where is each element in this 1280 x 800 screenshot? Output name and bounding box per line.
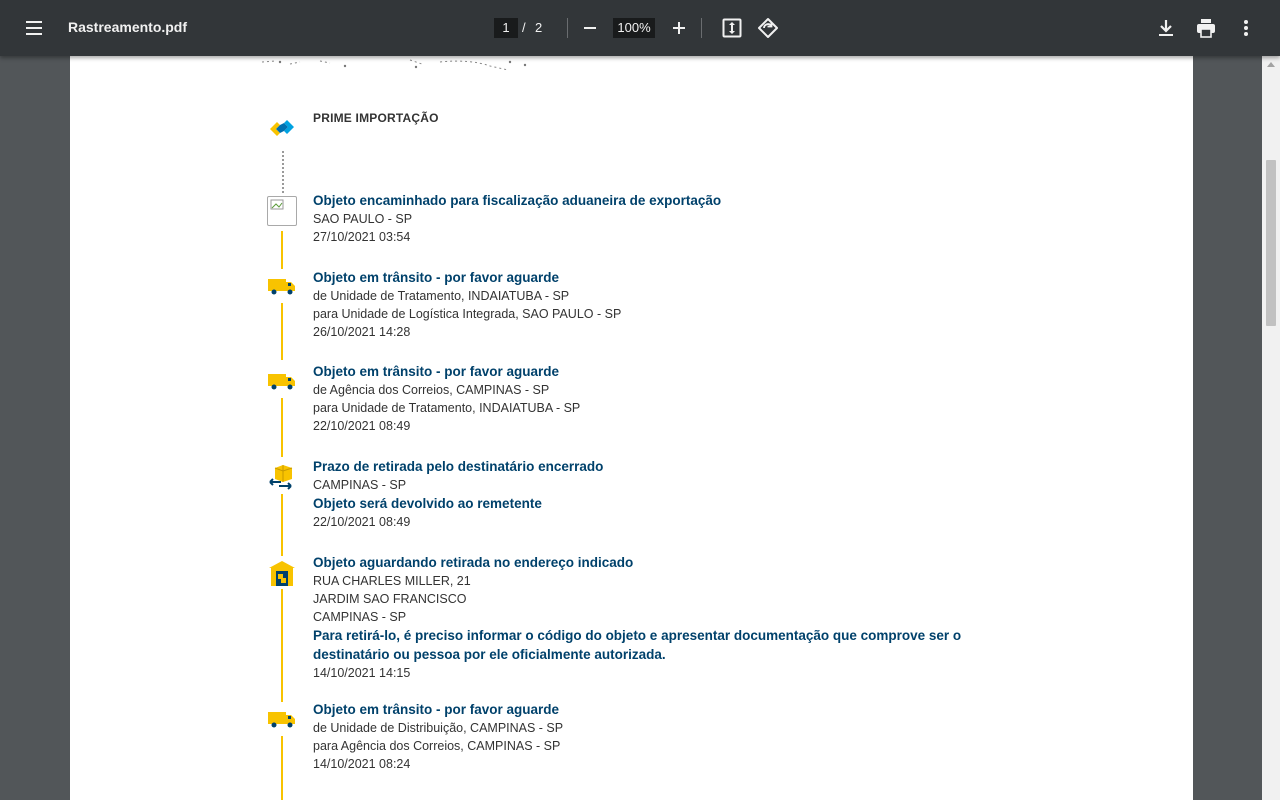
event-title: Objeto em trânsito - por favor aguarde [313, 364, 560, 379]
event-timestamp: 14/10/2021 08:24 [313, 757, 411, 771]
event-title: Prazo de retirada pelo destinatário encerrado [313, 459, 604, 474]
timeline-line [281, 494, 283, 556]
pdf-toolbar [0, 0, 1280, 56]
page-separator: / [522, 20, 526, 35]
tracking-event [313, 457, 1013, 531]
timeline-line [281, 296, 283, 360]
tracking-event [313, 362, 1013, 435]
pickup-store-icon [267, 559, 297, 589]
event-destination: para Agência dos Correios, CAMPINAS - SP [313, 739, 561, 753]
truck-icon [267, 706, 297, 736]
decorative-scribble [260, 56, 550, 72]
menu-icon[interactable] [20, 16, 48, 40]
event-origin: de Unidade de Distribuição, CAMPINAS - SP [313, 721, 564, 735]
download-icon[interactable] [1154, 16, 1178, 40]
tracking-event [313, 191, 1013, 246]
event-address-city: CAMPINAS - SP [313, 610, 407, 624]
return-package-icon [267, 462, 297, 492]
tracking-event [313, 268, 1013, 341]
sender-name: PRIME IMPORTAÇÃO [313, 111, 439, 125]
rotate-icon[interactable] [756, 16, 780, 40]
more-options-icon[interactable] [1234, 16, 1258, 40]
event-location: SAO PAULO - SP [313, 212, 413, 226]
event-title: Objeto aguardando retirada no endereço indicado [313, 555, 634, 570]
zoom-level-input[interactable]: 100% [613, 18, 655, 38]
toolbar-divider [567, 18, 568, 38]
event-timestamp: 14/10/2021 14:15 [313, 666, 411, 680]
event-destination: para Unidade de Tratamento, INDAIATUBA - SP [313, 401, 581, 415]
event-timestamp: 22/10/2021 08:49 [313, 515, 411, 529]
event-address-street: RUA CHARLES MILLER, 21 [313, 574, 471, 588]
event-timestamp: 26/10/2021 14:28 [313, 325, 411, 339]
tracking-event [313, 553, 1013, 682]
correios-logo-icon [268, 117, 296, 144]
truck-icon [267, 273, 297, 303]
vertical-scrollbar[interactable] [1262, 56, 1280, 800]
total-pages: 2 [535, 20, 543, 35]
event-timestamp: 22/10/2021 08:49 [313, 419, 411, 433]
event-title: Objeto em trânsito - por favor aguarde [313, 702, 560, 717]
event-timestamp: 27/10/2021 03:54 [313, 230, 411, 244]
pdf-page [70, 56, 1193, 800]
zoom-in-button[interactable] [667, 16, 691, 40]
event-address-district: JARDIM SAO FRANCISCO [313, 592, 467, 606]
tracking-event [313, 700, 1013, 773]
timeline-dotted-connector [282, 151, 284, 193]
event-note: Para retirá-lo, é preciso informar o código do objeto e apresentar documentação que comprove ser o destinatário ou pessoa por ele oficialmente autorizada. [313, 628, 962, 662]
truck-icon [267, 368, 297, 398]
event-origin: de Unidade de Tratamento, INDAIATUBA - SP [313, 289, 570, 303]
print-icon[interactable] [1194, 16, 1218, 40]
timeline-line [281, 588, 283, 702]
event-destination: para Unidade de Logística Integrada, SAO PAULO - SP [313, 307, 622, 321]
timeline-line [281, 736, 283, 800]
timeline-line [281, 231, 283, 269]
zoom-out-button[interactable] [578, 16, 602, 40]
scrollbar-thumb[interactable] [1266, 160, 1276, 326]
event-location: CAMPINAS - SP [313, 478, 407, 492]
event-note: Objeto será devolvido ao remetente [313, 496, 542, 511]
timeline-line [281, 397, 283, 457]
toolbar-divider [701, 18, 702, 38]
fit-to-page-icon[interactable] [720, 16, 744, 40]
scroll-up-arrow-icon[interactable] [1267, 62, 1275, 67]
broken-image-icon [267, 196, 297, 226]
event-origin: de Agência dos Correios, CAMPINAS - SP [313, 383, 550, 397]
document-title: Rastreamento.pdf [68, 19, 188, 35]
current-page-input[interactable]: 1 [494, 18, 518, 38]
event-title: Objeto em trânsito - por favor aguarde [313, 270, 560, 285]
event-title: Objeto encaminhado para fiscalização aduaneira de exportação [313, 193, 722, 208]
